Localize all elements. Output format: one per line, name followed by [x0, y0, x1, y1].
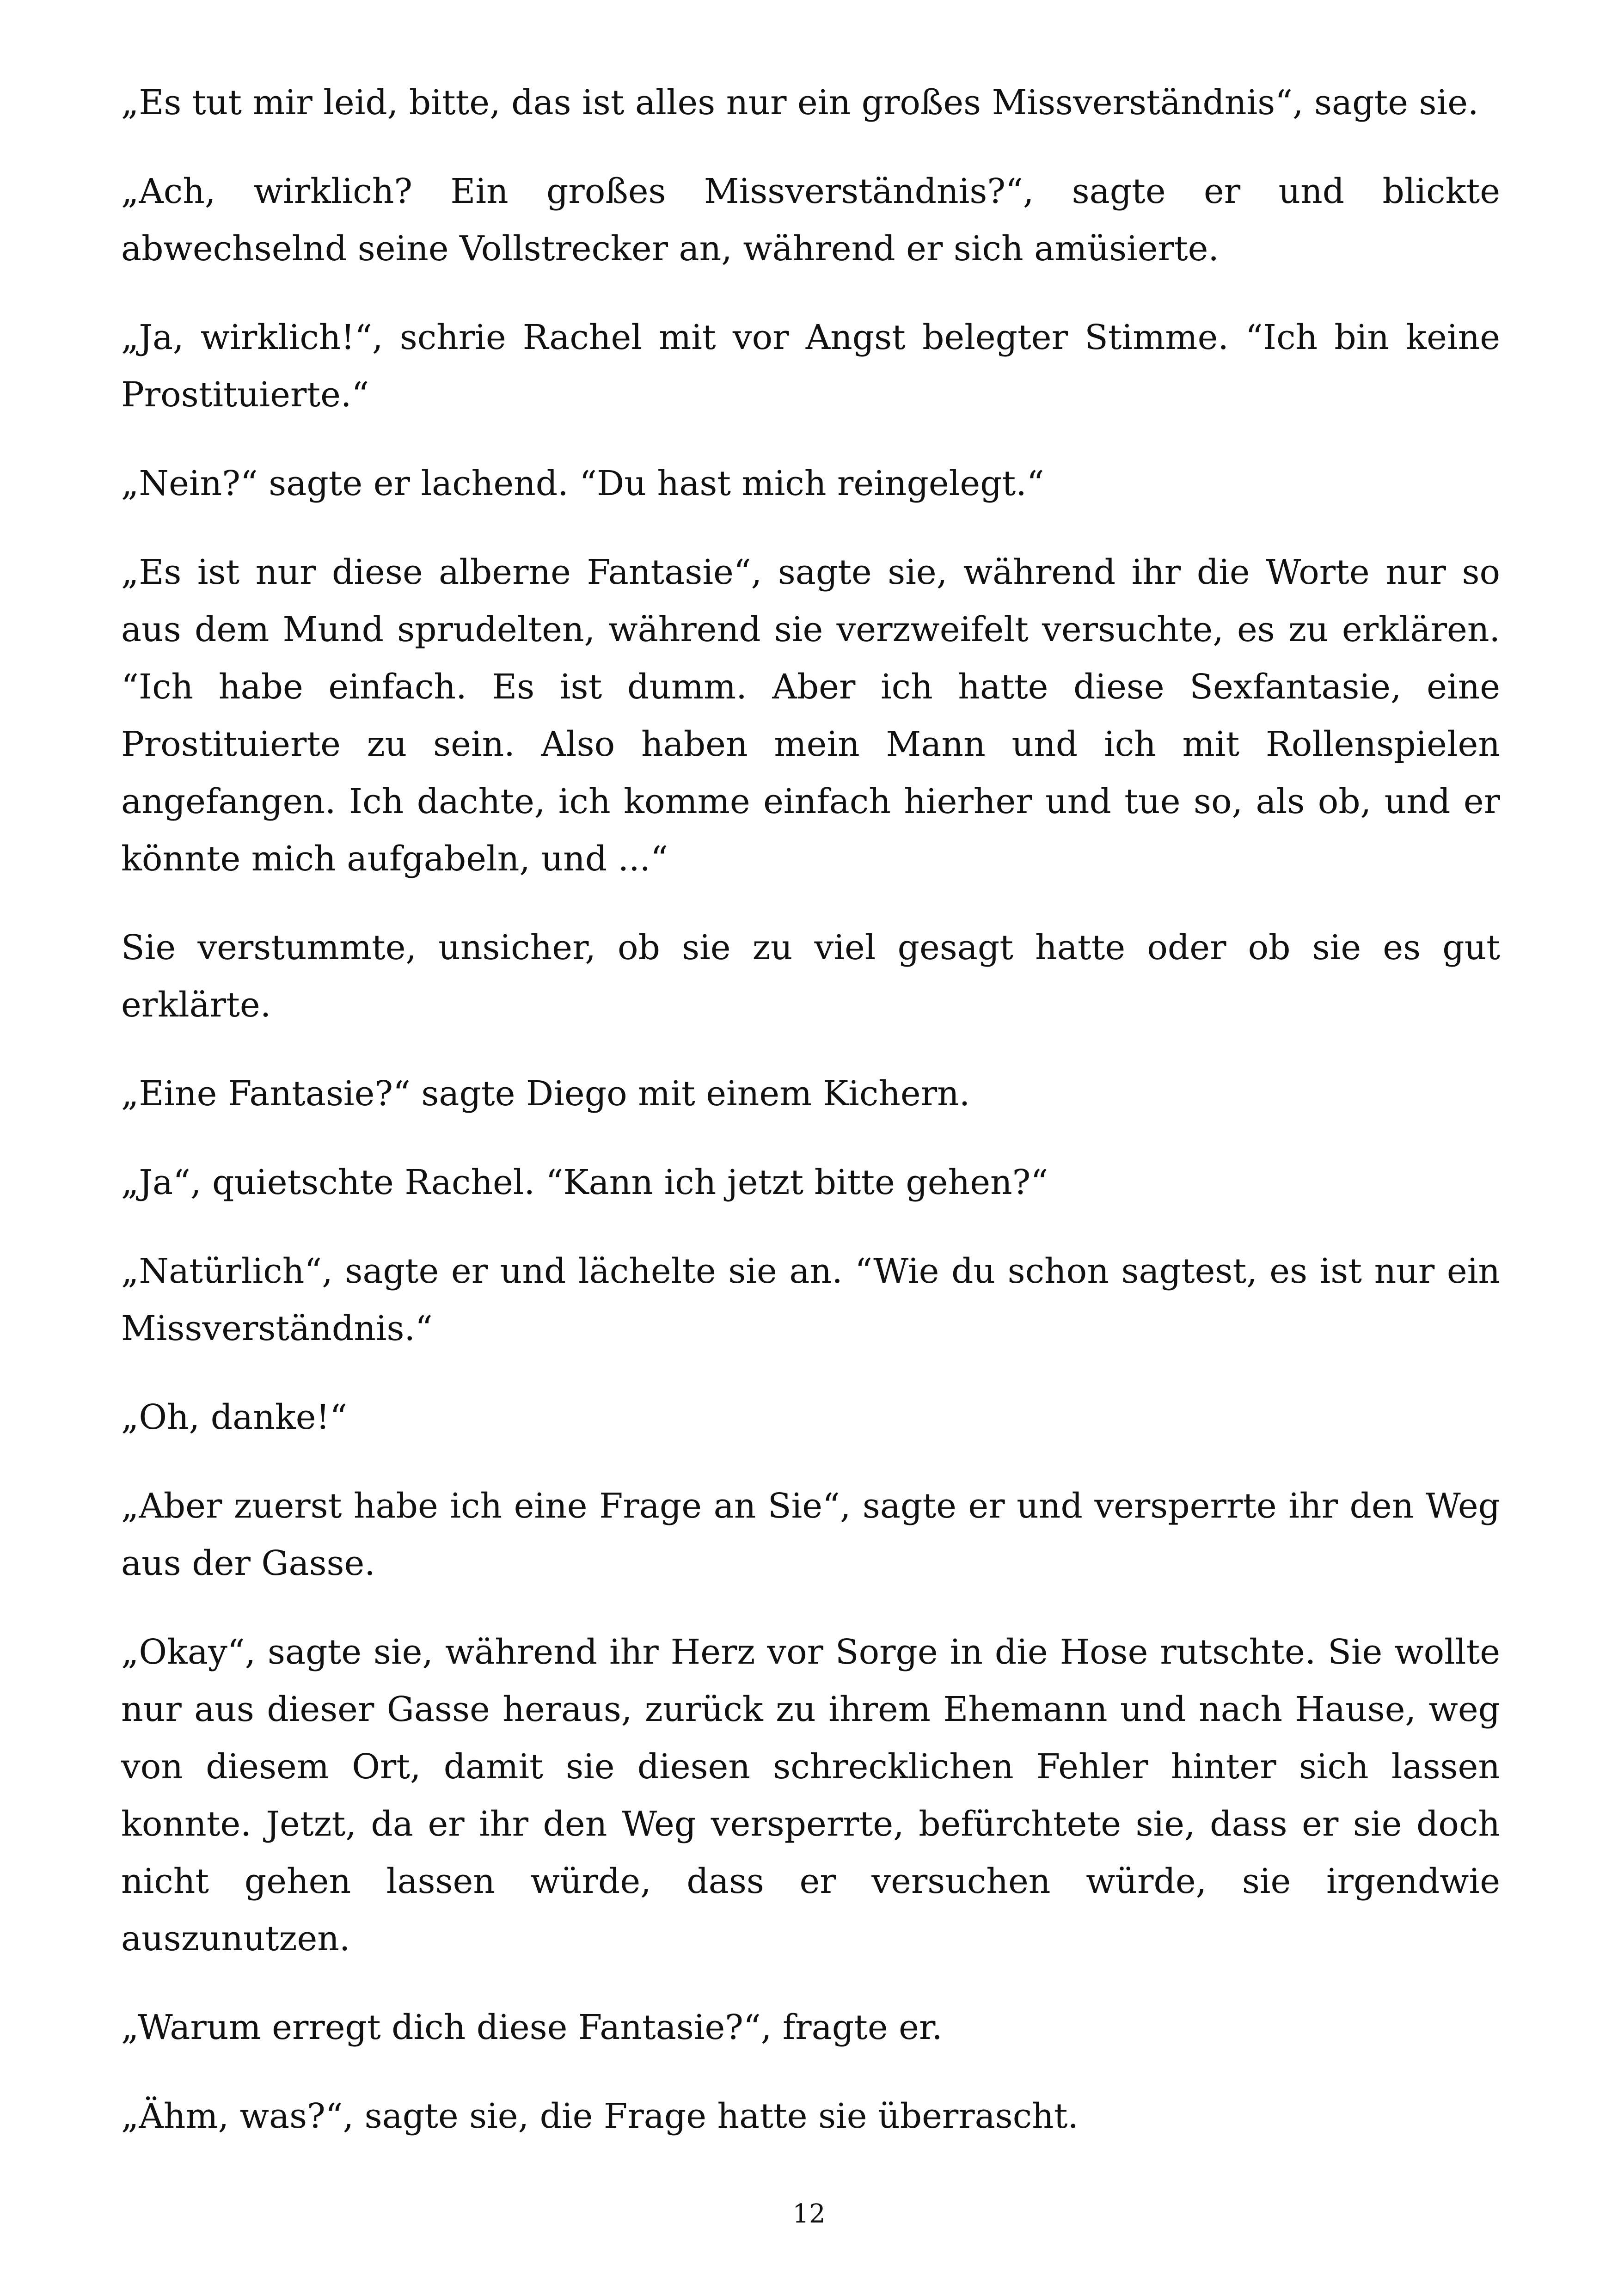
paragraph: „Nein?“ sagte er lachend. “Du hast mich reingelegt.“: [121, 464, 1044, 503]
paragraph: Sie verstummte, unsicher, ob sie zu viel gesagt hatte oder ob sie es gut erklärte.: [121, 928, 1500, 1025]
paragraph: „Okay“, sagte sie, während ihr Herz vor Sorge in die Hose rutschte. Sie wollte nur aus dieser Gasse heraus, zurück zu ihrem Ehemann und nach Hause, weg von diesem Ort, damit sie diesen schrecklichen Fehler hinter sich lassen konnte. Jetzt, da er ihr den Weg versperrte, befürchtete sie, dass er sie doch nicht gehen lassen würde, dass er versuchen würde, sie irgendwie auszunutzen.: [121, 1632, 1500, 1959]
paragraph: „Ja“, quietschte Rachel. “Kann ich jetzt bitte gehen?“: [121, 1163, 1048, 1202]
paragraph: „Ach, wirklich? Ein großes Missverständnis?“, sagte er und blickte abwechselnd seine Vollstrecker an, während er sich amüsierte.: [121, 171, 1500, 269]
paragraph: „Ja, wirklich!“, schrie Rachel mit vor Angst belegter Stimme. “Ich bin keine Prostituierte.“: [121, 318, 1500, 415]
page-number: 12: [792, 2199, 826, 2229]
paragraph: „Es tut mir leid, bitte, das ist alles nur ein großes Missverständnis“, sagte sie.: [121, 83, 1479, 122]
paragraph: „Natürlich“, sagte er und lächelte sie an. “Wie du schon sagtest, es ist nur ein Missverständnis.“: [121, 1251, 1500, 1348]
paragraph: „Eine Fantasie?“ sagte Diego mit einem Kichern.: [121, 1074, 970, 1114]
paragraph: „Oh, danke!“: [121, 1397, 348, 1437]
paragraph: „Es ist nur diese alberne Fantasie“, sagte sie, während ihr die Worte nur so aus dem Mund sprudelten, während sie verzweifelt versuchte, es zu erklären. “Ich habe einfach. Es ist dumm. Aber ich hatte diese Sexfantasie, eine Prostituierte zu sein. Also haben mein Mann und ich mit Rollenspielen angefangen. Ich dachte, ich komme einfach hierher und tue so, als ob, und er könnte mich aufgabeln, und ...“: [121, 552, 1500, 879]
paragraph: „Ähm, was?“, sagte sie, die Frage hatte sie überrascht.: [121, 2096, 1079, 2136]
body-text: [121, 74, 1500, 2176]
paragraph: „Warum erregt dich diese Fantasie?“, fragte er.: [121, 2008, 943, 2047]
paragraph: „Aber zuerst habe ich eine Frage an Sie“, sagte er und versperrte ihr den Weg aus der Gasse.: [121, 1486, 1500, 1583]
